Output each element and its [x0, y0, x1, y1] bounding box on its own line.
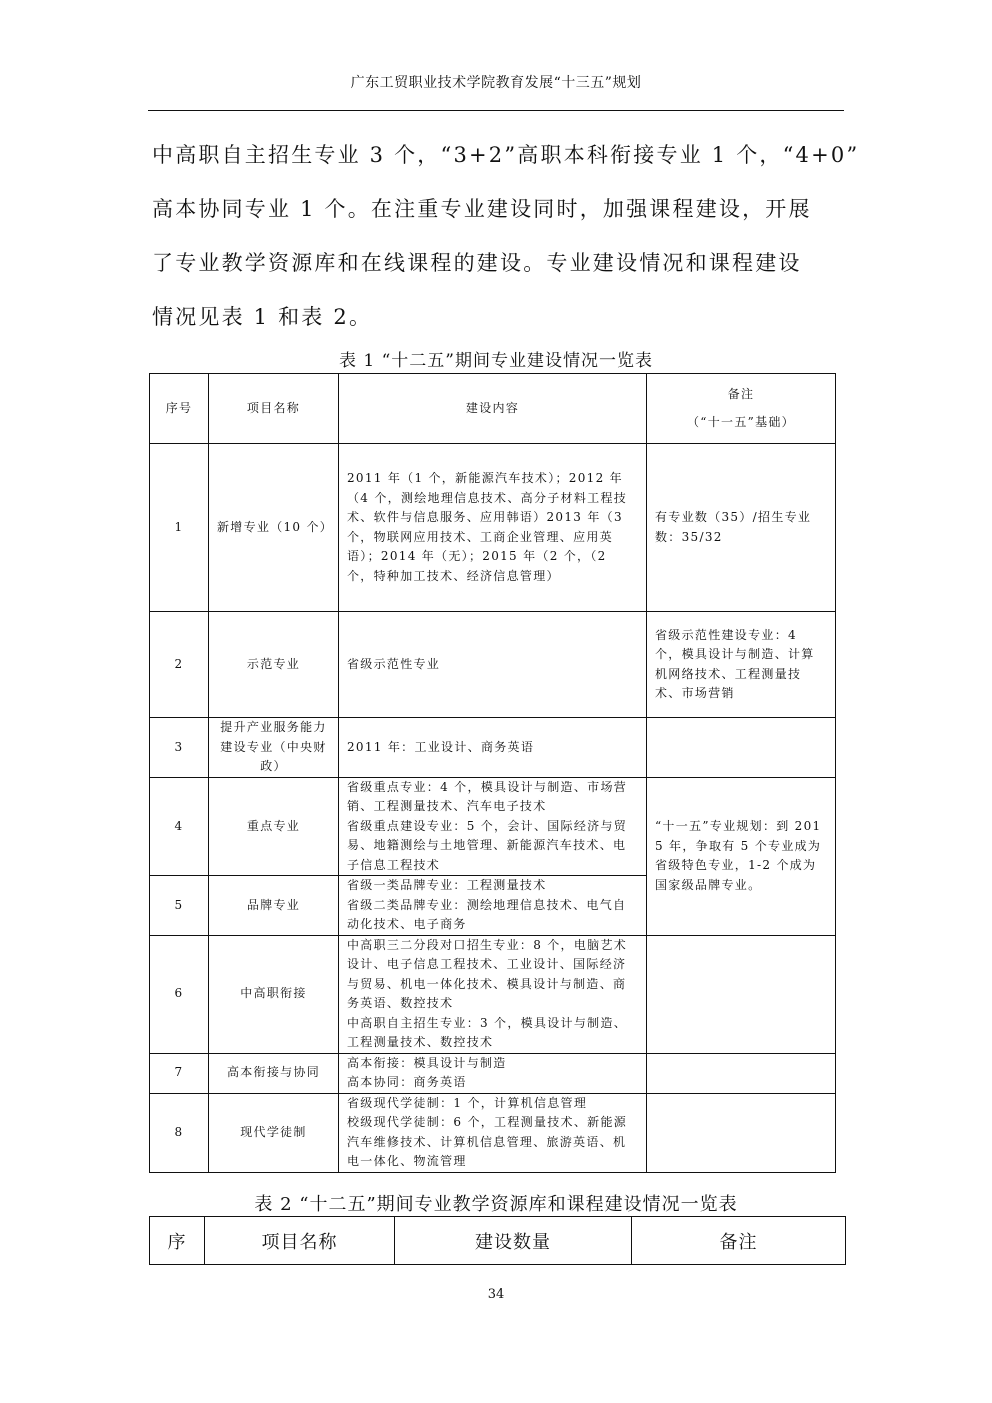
row-name: 示范专业 [209, 612, 339, 718]
body-line: 了专业教学资源库和在线课程的建设。专业建设情况和课程建设 [152, 251, 802, 275]
header-note-line2: （“十一五”基础） [687, 414, 795, 429]
content-line: 中高职三二分段对口招生专业：8 个，电脑艺术设计、电子信息工程技术、工业设计、国际经济与贸易、机电一体化技术、模具设计与制造、商务英语、数控技术 [347, 937, 628, 1010]
header-name: 项目名称 [205, 1217, 395, 1265]
row-content: 2011 年：工业设计、商务英语 [339, 718, 647, 778]
row-name: 提升产业服务能力建设专业（中央财政） [209, 718, 339, 778]
running-header: 广东工贸职业技术学院教育发展“十三五”规划 [350, 75, 642, 91]
table-row [150, 777, 836, 876]
row-no: 6 [150, 935, 209, 1053]
row-note [647, 935, 836, 1053]
body-paragraph [152, 128, 860, 344]
header-name: 项目名称 [209, 374, 339, 444]
table-row [150, 1053, 836, 1093]
table-row [150, 935, 836, 1053]
header-note [647, 374, 836, 444]
row-content [339, 1093, 647, 1172]
header-count: 建设数量 [395, 1217, 632, 1265]
body-line: 情况见表 1 和表 2。 [152, 305, 373, 329]
row-note [647, 1053, 836, 1093]
row-content [339, 777, 647, 876]
table-header-row [150, 374, 836, 444]
row-note: 省级示范性建设专业：4 个，模具设计与制造、计算机网络技术、工程测量技术、市场营销 [647, 612, 836, 718]
row-no: 1 [150, 444, 209, 612]
row-note [647, 1093, 836, 1172]
table-row [150, 612, 836, 718]
row-content: 省级示范性专业 [339, 612, 647, 718]
row-content [339, 1053, 647, 1093]
content-line: 省级一类品牌专业：工程测量技术 [347, 878, 547, 892]
row-content [339, 876, 647, 936]
row-note [647, 718, 836, 778]
table-row [150, 718, 836, 778]
row-content [339, 935, 647, 1053]
table-header-row [150, 1217, 846, 1265]
row-name: 中高职衔接 [209, 935, 339, 1053]
header-note: 备注 [632, 1217, 846, 1265]
row-name: 品牌专业 [209, 876, 339, 936]
header-no: 序号 [150, 374, 209, 444]
header-note-line1: 备注 [727, 387, 755, 401]
row-no: 7 [150, 1053, 209, 1093]
table2-resource-course [149, 1216, 846, 1265]
row-note-merged: “十一五”专业规划：到 2015 年，争取有 5 个专业成为省级特色专业，1-2 个成为国家级品牌专业。 [647, 777, 836, 935]
page-number: 34 [487, 1287, 505, 1302]
row-no: 3 [150, 718, 209, 778]
table1-specialty-construction [149, 373, 836, 1173]
content-line: 省级二类品牌专业：测绘地理信息技术、电气自动化技术、电子商务 [347, 897, 627, 931]
row-name: 重点专业 [209, 777, 339, 876]
header-rule [148, 110, 844, 111]
content-line: 高本衔接：模具设计与制造 [347, 1055, 507, 1070]
body-line: 中高职自主招生专业 3 个，“3+2”高职本科衔接专业 1 个，“4+0” [152, 143, 860, 167]
header-no: 序 [150, 1217, 205, 1265]
content-line: 省级现代学徒制：1 个，计算机信息管理 [347, 1095, 588, 1110]
row-no: 4 [150, 777, 209, 876]
content-line: 中高职自主招生专业：3 个，模具设计与制造、工程测量技术、数控技术 [347, 1015, 628, 1049]
row-name: 高本衔接与协同 [209, 1053, 339, 1093]
table-row [150, 444, 836, 612]
content-line: 校级现代学徒制：6 个，工程测量技术、新能源汽车维修技术、计算机信息管理、旅游英语、机电一体化、物流管理 [347, 1115, 628, 1168]
row-no: 5 [150, 876, 209, 936]
row-content: 2011 年（1 个，新能源汽车技术）；2012 年（4 个，测绘地理信息技术、高分子材料工程技术、软件与信息服务、应用韩语）2013 年（3 个，物联网应用技术、工商企业管理、应用英语）；2014 年（无）；2015 年（2 个，（2 个，特种加工技术、经济信息管理） [339, 444, 647, 612]
content-line: 省级重点建设专业：5 个，会计、国际经济与贸易、地籍测绘与土地管理、新能源汽车技术、电子信息工程技术 [347, 818, 628, 872]
header-content: 建设内容 [339, 374, 647, 444]
row-note: 有专业数（35）/招生专业数：35/32 [647, 444, 836, 612]
table2-caption: 表 2 “十二五”期间专业教学资源库和课程建设情况一览表 [254, 1194, 738, 1215]
content-line: 高本协同：商务英语 [347, 1075, 467, 1089]
table1-caption: 表 1 “十二五”期间专业建设情况一览表 [338, 351, 653, 371]
content-line: 省级重点专业：4 个，模具设计与制造、市场营销、工程测量技术、汽车电子技术 [347, 779, 628, 813]
table-row [150, 1093, 836, 1172]
body-line: 高本协同专业 1 个。在注重专业建设同时，加强课程建设，开展 [152, 197, 812, 221]
row-name: 现代学徒制 [209, 1093, 339, 1172]
row-no: 2 [150, 612, 209, 718]
row-name: 新增专业（10 个） [209, 444, 339, 612]
row-no: 8 [150, 1093, 209, 1172]
